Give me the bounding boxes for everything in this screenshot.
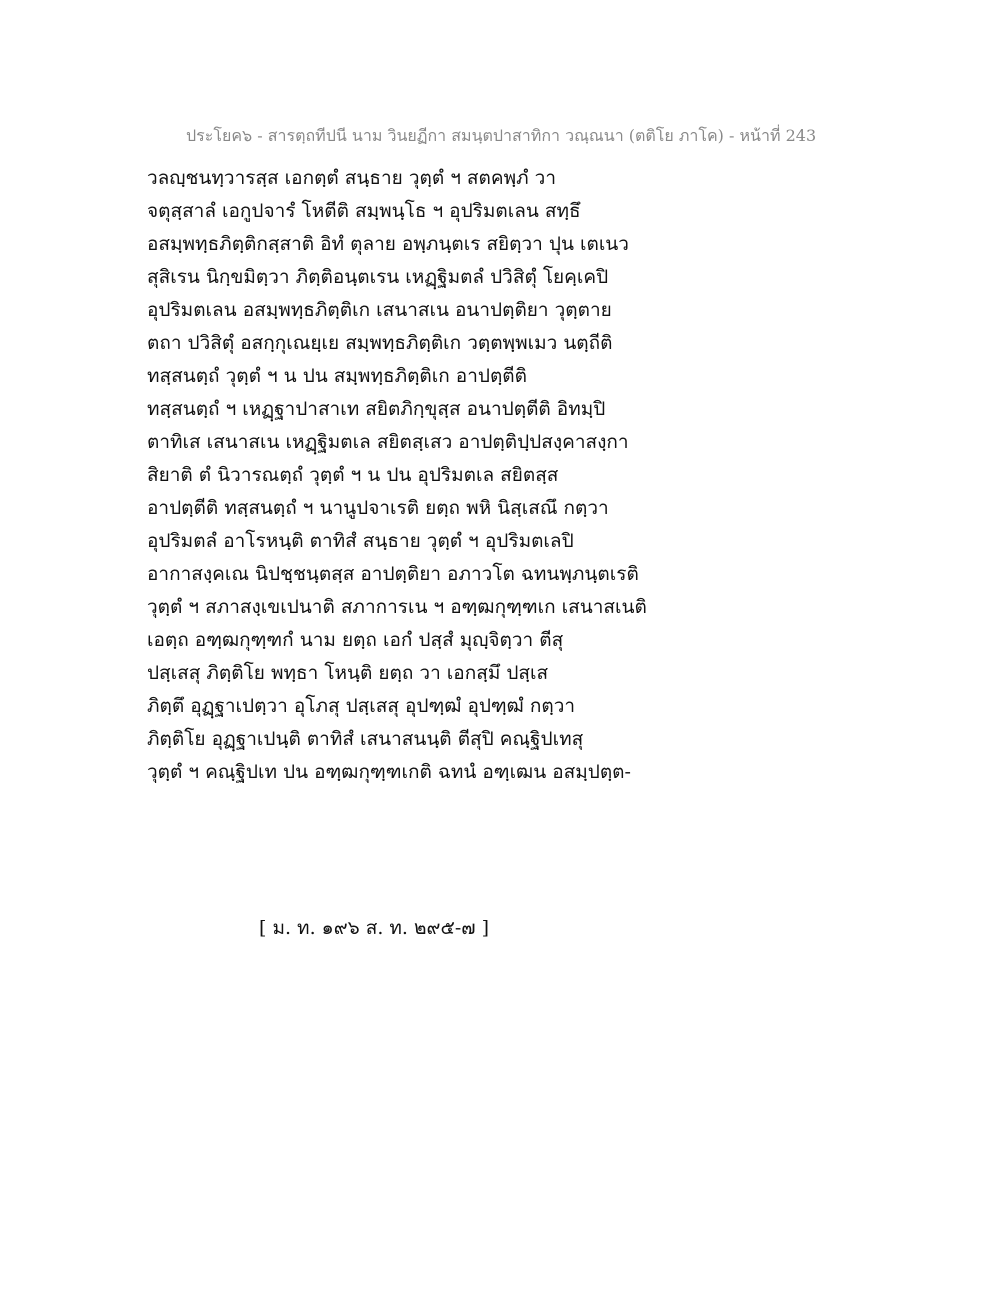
text-line: สิยาติ ตํ นิวารณตฺถํ วุตฺตํ ฯ น ปน อุปริมตเล สยิตสฺส [147, 464, 559, 486]
body-text [147, 162, 707, 789]
text-line: อุปริมตเลน อสมฺพทฺธภิตฺติเก เสนาสเน อนาปตฺติยา วุตฺตาย [147, 299, 612, 321]
text-line: อากาสงฺคเณ นิปชฺชนฺตสฺส อาปตฺติยา อภาวโต ฉทนพฺภนฺตเรติ [147, 563, 639, 585]
text-line: วุตฺตํ ฯ คณฺฐิปเท ปน อฑฺฒกุฑฺฑเกติ ฉทนํ อฑฺเฒน อสมฺปตฺต- [147, 761, 631, 783]
text-line: อสมฺพทฺธภิตฺติกสฺสาติ อิทํ ตุลาย อพฺภนฺตเร สยิตฺวา ปุน เตเนว [147, 233, 629, 255]
text-line: จตุสฺสาลํ เอกูปจารํ โหตีติ สมฺพนฺโธ ฯ อุปริมตเลน สทฺธึ [147, 200, 581, 222]
text-line: วุตฺตํ ฯ สภาสงฺเขเปนาติ สภาการเน ฯ อฑฺฒกุฑฺฑเก เสนาสเนติ [147, 596, 647, 618]
text-line: อาปตฺตีติ ทสฺสนตฺถํ ฯ นานูปจาเรติ ยตฺถ พหิ นิสฺเสณึ กตฺวา [147, 497, 609, 519]
text-line: วลญฺชนทฺวารสฺส เอกตฺตํ สนฺธาย วุตฺตํ ฯ สตคพฺภํ วา [147, 167, 557, 189]
text-line: ตาทิเส เสนาสเน เหฏฺฐิมตเล สยิตสฺเสว อาปตฺติปฺปสงฺคาสงฺกา [147, 431, 629, 453]
text-line: ปสฺเสสุ ภิตฺติโย พทฺธา โหนฺติ ยตฺถ วา เอกสฺมึ ปสฺเส [147, 662, 549, 684]
text-line: ภิตฺติโย อุฏฺฐาเปนฺติ ตาทิสํ เสนาสนนฺติ ตีสุปิ คณฺฐิปเทสุ [147, 728, 584, 750]
text-line: อุปริมตลํ อาโรหนฺติ ตาทิสํ สนฺธาย วุตฺตํ ฯ อุปริมตเลปิ [147, 530, 574, 552]
text-line: ทสฺสนตฺถํ ฯ เหฏฺฐาปาสาเท สยิตภิกฺขุสฺส อนาปตฺตีติ อิทมฺปิ [147, 398, 606, 420]
running-head: ประโยค๖ - สารตฺถทีปนี นาม วินยฏีกา สมนฺตปาสาทิกา วณฺณนา (ตติโย ภาโค) - หน้าที่ 243 [186, 126, 817, 145]
source-reference: [ ม. ท. ๑๙๖ ส. ท. ๒๙๕-๗ ] [259, 917, 489, 939]
text-line: เอตฺถ อฑฺฒกุฑฺฑกํ นาม ยตฺถ เอกํ ปสฺสํ มุญฺจิตฺวา ตีสุ [147, 629, 564, 651]
text-line: ทสฺสนตฺถํ วุตฺตํ ฯ น ปน สมฺพทฺธภิตฺติเก อาปตฺตีติ [147, 365, 527, 387]
text-line: สุสิเรน นิกฺขมิตฺวา ภิตฺติอนฺตเรน เหฏฺฐิมตลํ ปวิสิตุํ โยคฺเคปิ [147, 266, 609, 288]
text-line: ตถา ปวิสิตุํ อสกฺกุเณยฺเย สมฺพทฺธภิตฺติเก วตฺตพฺพเมว นตฺถีติ [147, 332, 613, 354]
text-line: ภิตฺตึ อุฏฺฐาเปตฺวา อุโภสุ ปสฺเสสุ อุปฑฺฒํ อุปฑฺฒํ กตฺวา [147, 695, 576, 717]
